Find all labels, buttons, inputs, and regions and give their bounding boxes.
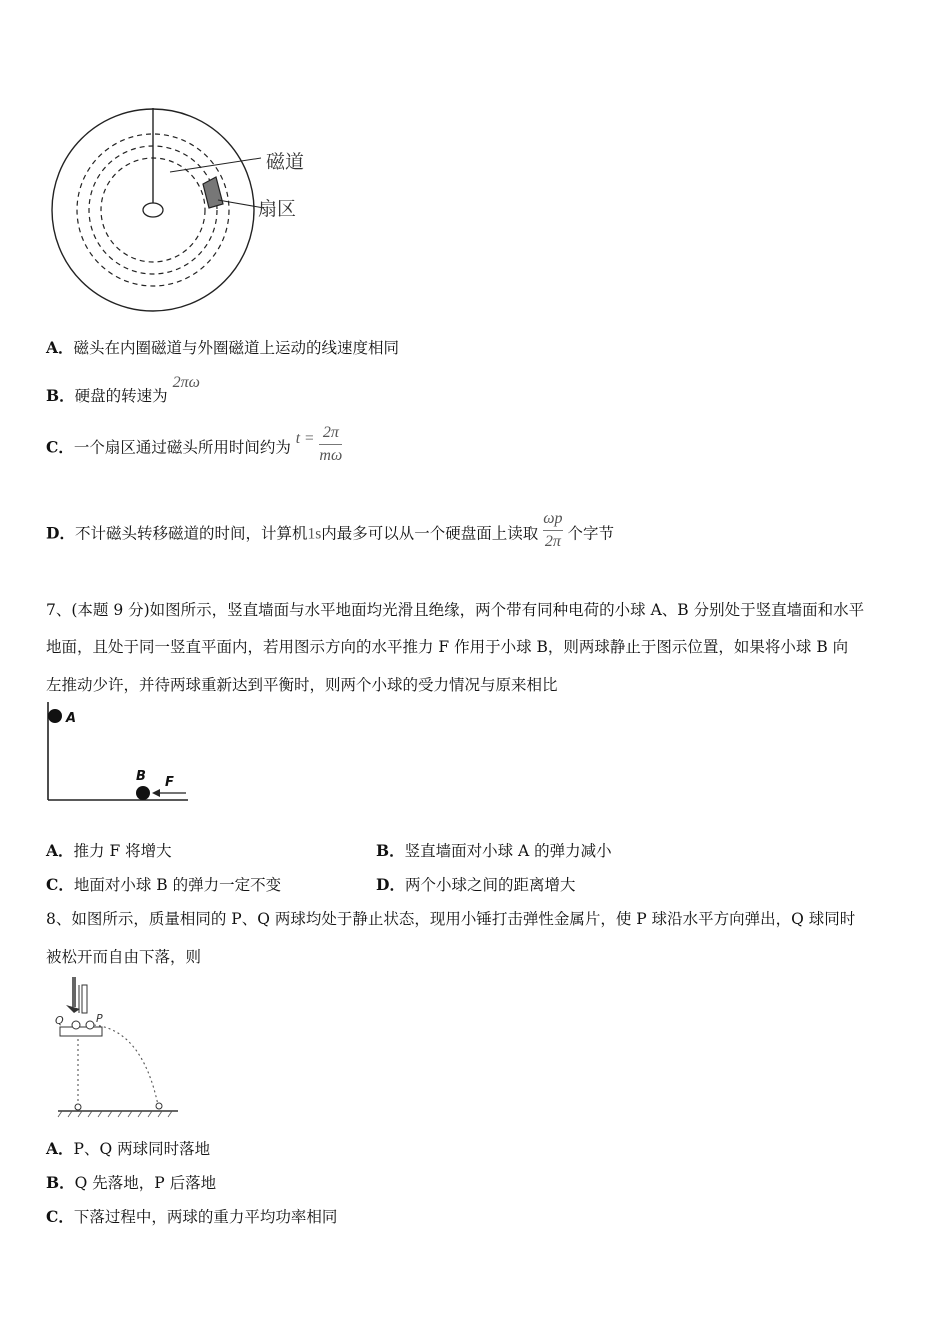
label-force-f: F [165, 775, 174, 790]
q7-stem-line-2: 地面，且处于同一竖直平面内，若用图示方向的水平推力 F 作用于小球 B，则两球静止于图示位置，如果将小球 B 向 [46, 638, 849, 656]
label-ball-b: B [136, 769, 146, 784]
q7-stem-line-3: 左推动少许，并待两球重新达到平衡时，则两个小球的受力情况与原来相比 [46, 676, 558, 694]
hammer-head [82, 985, 87, 1013]
spindle [143, 203, 163, 217]
q8-option-a [46, 1137, 210, 1159]
q7-option-b [376, 839, 612, 861]
option-text: 不计磁头转移磁道的时间，计算机 [74, 524, 308, 543]
option-letter: D． [46, 523, 75, 543]
unit-1s: 1s [307, 525, 322, 543]
p-landing [156, 1103, 162, 1109]
q8-stem-line-1: 8、如图所示，质量相同的 P、Q 两球均处于静止状态，现用小锤打击弹性金属片，使 P 球沿水平方向弹出，Q 球同时 [46, 910, 856, 928]
option-letter: D． [376, 875, 405, 894]
label-ball-p: P [96, 1012, 103, 1025]
fraction-2pi-over-m-omega [319, 424, 342, 465]
ball-q [72, 1021, 80, 1029]
option-text: Q 先落地，P 后落地 [74, 1174, 217, 1192]
option-letter: B． [46, 1173, 75, 1192]
fraction-numerator: 2π [322, 424, 339, 441]
track-label: 磁道 [266, 151, 305, 173]
sector-label: 扇区 [258, 198, 297, 220]
wall-floor-figure [44, 700, 194, 805]
q7-option-a [46, 839, 172, 861]
option-letter: B． [376, 841, 405, 860]
force-arrow-head [152, 789, 160, 797]
hammer-handle [72, 977, 76, 1007]
option-letter: C． [46, 437, 74, 457]
option-text: 下落过程中，两球的重力平均功率相同 [73, 1208, 338, 1226]
q8-option-c [46, 1205, 337, 1227]
fraction-denominator: mω [319, 447, 343, 464]
option-text: 推力 F 将增大 [73, 842, 172, 860]
option-text: 内最多可以从一个硬盘面上读取 [321, 524, 539, 543]
sector-shape [203, 177, 223, 208]
q6-option-a [46, 336, 399, 358]
fraction-numerator: ωp [543, 510, 563, 527]
option-text: 硬盘的转速为 [74, 387, 168, 405]
track-leader-line [170, 158, 261, 172]
label-ball-q: Q [55, 1014, 64, 1027]
q6-option-b [46, 374, 200, 406]
option-text: 一个扇区通过磁头所用时间约为 [73, 438, 291, 457]
projectile-figure [52, 975, 187, 1120]
fraction-omega-p-over-2pi [543, 510, 562, 551]
option-letter: C． [46, 1207, 74, 1226]
option-text: 个字节 [567, 524, 614, 543]
option-letter: A． [46, 841, 74, 860]
option-text: 磁头在内圈磁道与外圈磁道上运动的线速度相同 [73, 339, 400, 357]
ball-b [136, 786, 150, 800]
q8-stem-line-2: 被松开而自由下落，则 [46, 948, 202, 966]
option-text: 地面对小球 B 的弹力一定不变 [73, 876, 282, 894]
fraction-denominator: 2π [544, 533, 561, 550]
q-landing [75, 1104, 81, 1110]
option-letter: B． [46, 386, 75, 405]
option-letter: C． [46, 875, 74, 894]
q7-stem-line-1: 7、(本题 9 分)如图所示，竖直墙面与水平地面均光滑且绝缘，两个带有同种电荷的小球 A、B 分别处于竖直墙面和水平 [46, 601, 865, 619]
q6-option-d [46, 510, 614, 555]
stand-block [60, 1027, 102, 1036]
option-letter: A． [46, 338, 74, 357]
q6-option-c [46, 424, 343, 469]
option-letter: A． [46, 1139, 74, 1158]
formula-lhs: t = [295, 429, 315, 447]
ball-p [86, 1021, 94, 1029]
label-ball-a: A [66, 711, 77, 726]
formula-2pi-omega: 2πω [172, 374, 200, 391]
q8-option-b [46, 1171, 216, 1193]
q7-option-d [376, 873, 575, 895]
ball-a [48, 709, 62, 723]
q7-option-c [46, 873, 281, 895]
hard-disk-figure [46, 100, 326, 315]
option-text: 竖直墙面对小球 A 的弹力减小 [404, 842, 612, 860]
p-trajectory [94, 1025, 158, 1105]
option-text: P、Q 两球同时落地 [73, 1140, 211, 1158]
ground-hatching [58, 1111, 172, 1117]
option-text: 两个小球之间的距离增大 [404, 876, 576, 894]
